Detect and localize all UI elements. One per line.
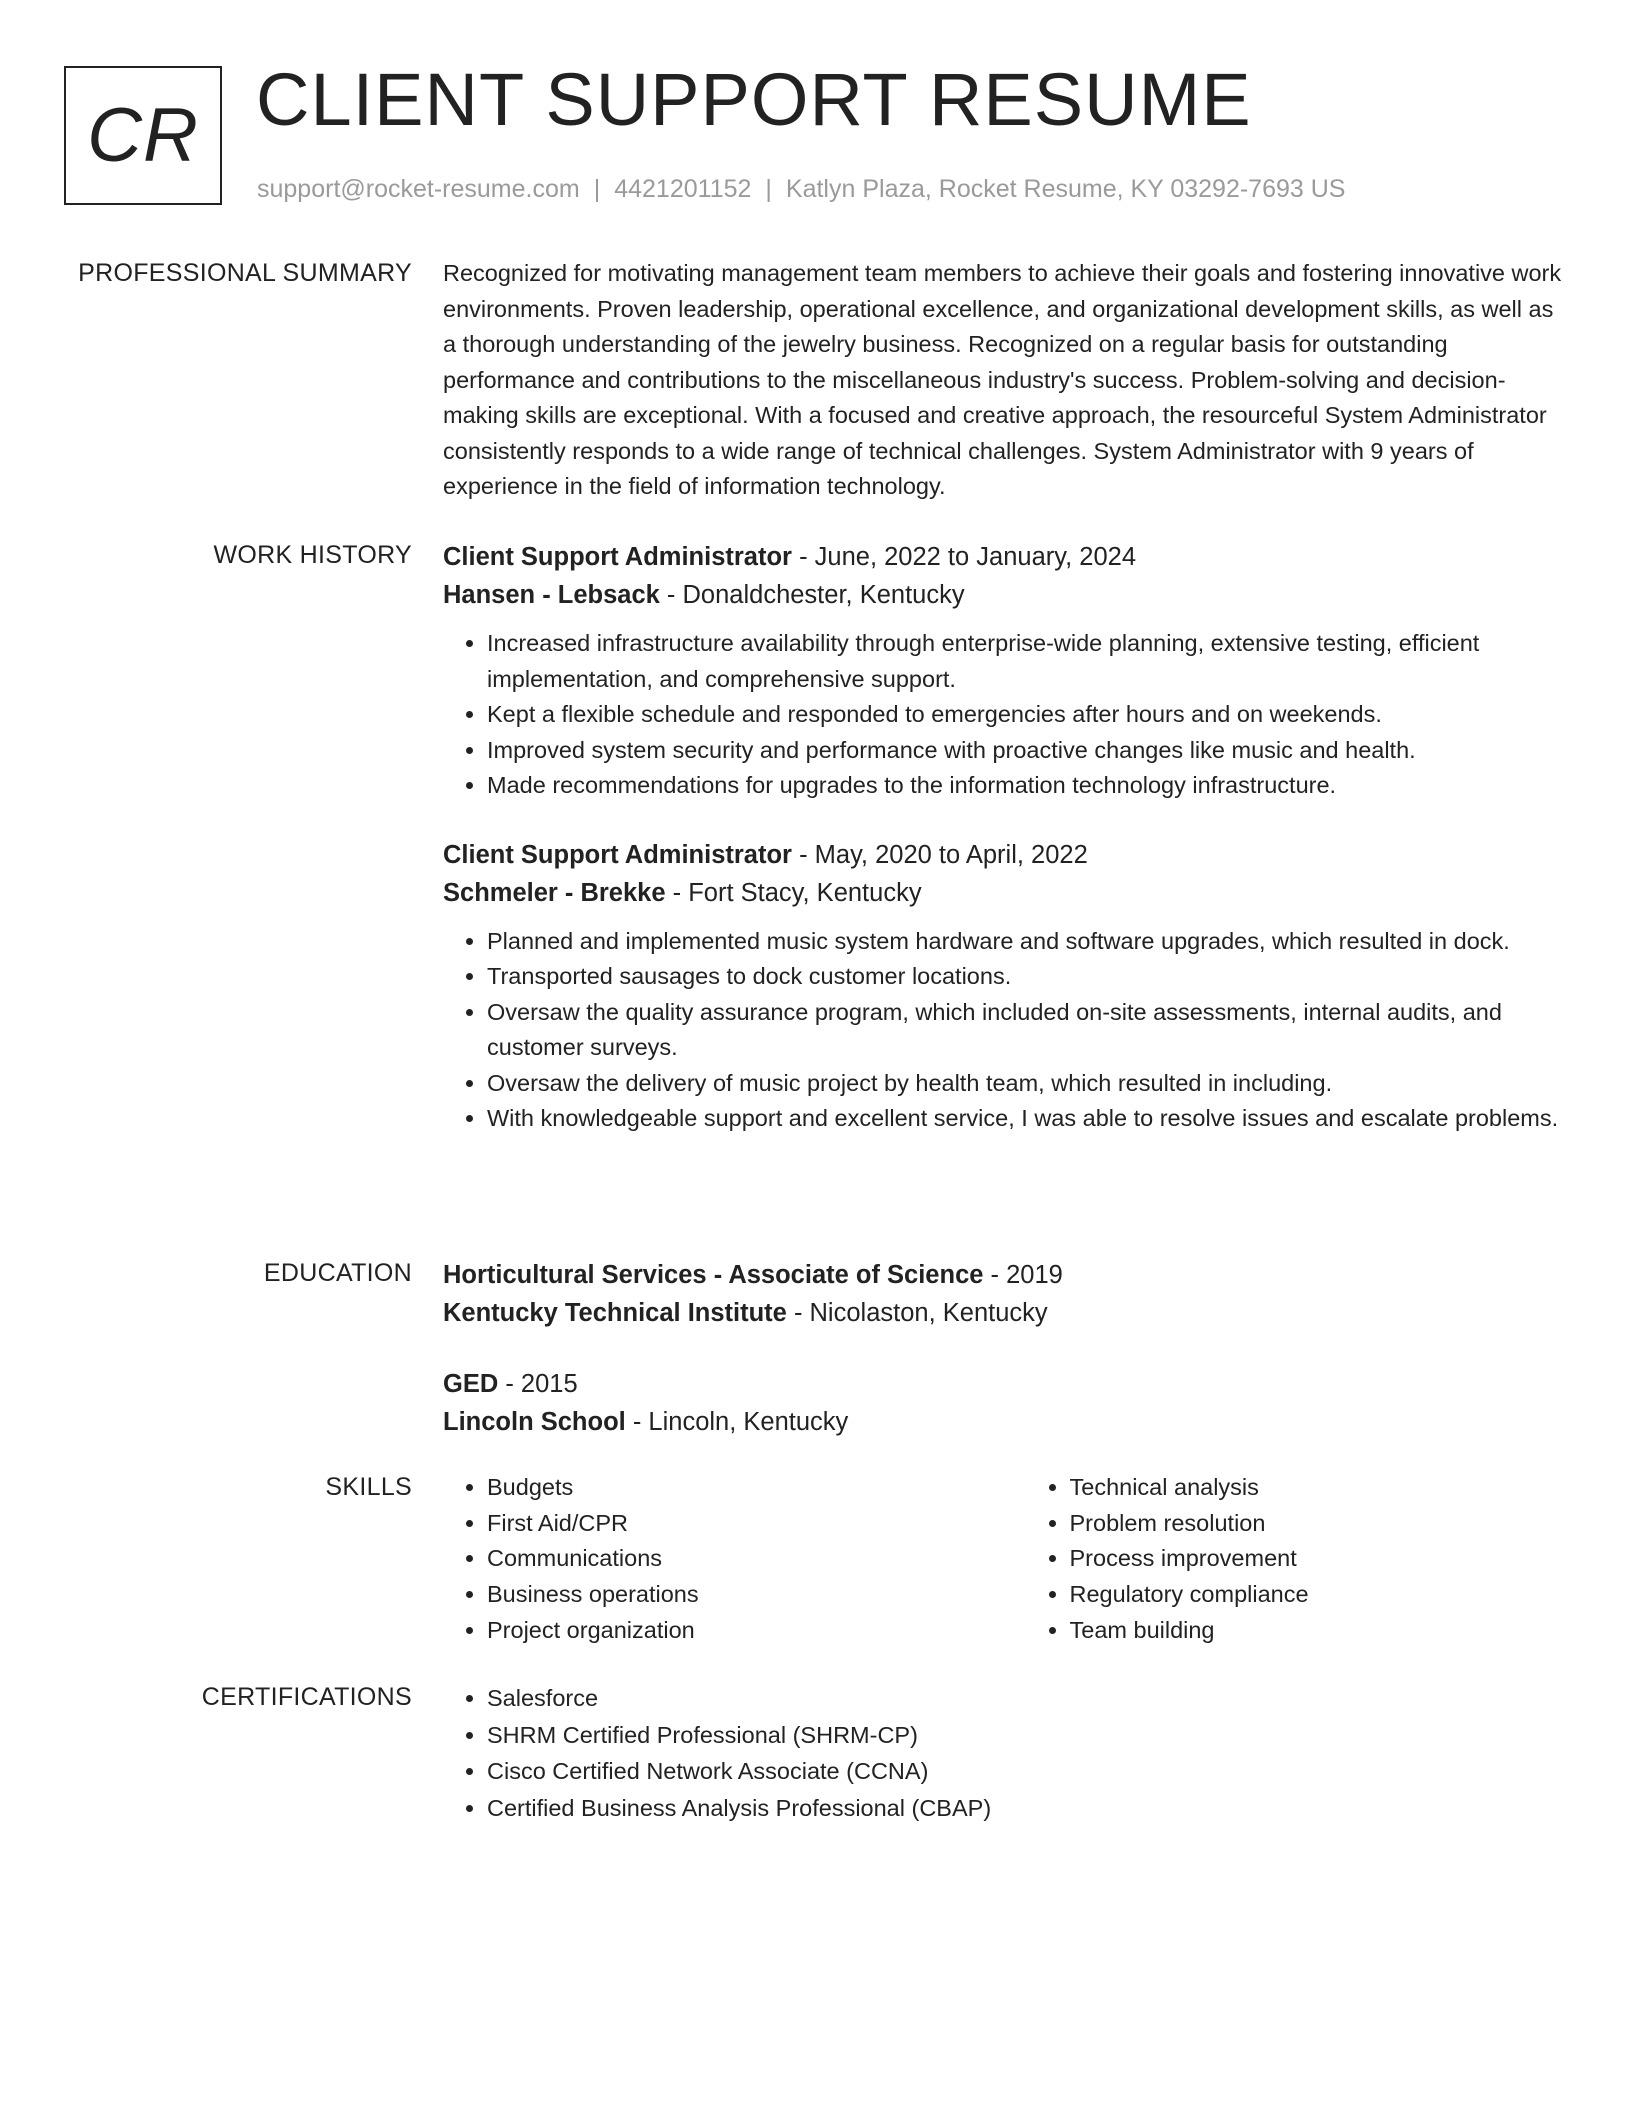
list-item: • Regulatory compliance (1070, 1577, 1566, 1613)
list-item: • With knowledgeable support and excellent service, I was able to resolve issues and escalate problems. (487, 1101, 1565, 1137)
section-heading-work-history: WORK HISTORY (213, 541, 412, 569)
school-line (443, 1294, 1565, 1332)
job-entry (443, 836, 1565, 1137)
job-dates: - May, 2020 to April, 2022 (791, 840, 1088, 869)
monogram-logo: CR (64, 66, 222, 205)
school-location: - Lincoln, Kentucky (625, 1408, 849, 1436)
summary-body (443, 256, 1565, 505)
job-title-line (443, 538, 1565, 576)
job-title-line (443, 836, 1565, 874)
school-location: - Nicolaston, Kentucky (786, 1299, 1048, 1327)
list-item: • Kept a flexible schedule and responded to emergencies after hours and on weekends. (487, 697, 1565, 733)
contact-line (257, 172, 1345, 206)
education-entry (443, 1256, 1565, 1332)
job-org-line (443, 576, 1565, 614)
list-item: • Technical analysis (1070, 1470, 1566, 1506)
skills-body (443, 1470, 1565, 1649)
list-item: • Planned and implemented music system hardware and software upgrades, which resulted in dock. (487, 924, 1565, 960)
job-company: Schmeler - Brekke (443, 878, 666, 907)
skills-list-left (443, 1470, 983, 1649)
list-item: • Improved system security and performance with proactive changes like music and health. (487, 733, 1565, 769)
job-bullets (443, 924, 1565, 1137)
degree-line (443, 1256, 1565, 1294)
list-item: • Made recommendations for upgrades to the information technology infrastructure. (487, 768, 1565, 804)
list-item: • Salesforce (487, 1680, 1565, 1717)
degree: GED (443, 1370, 499, 1398)
list-item: • First Aid/CPR (487, 1506, 983, 1542)
list-item: • Project organization (487, 1613, 983, 1649)
job-dates: - June, 2022 to January, 2024 (791, 543, 1136, 571)
section-heading-education: EDUCATION (263, 1259, 412, 1287)
list-item: • Certified Business Analysis Professional (CBAP) (487, 1790, 1565, 1827)
degree-line (443, 1365, 1565, 1403)
skills-list-right (1026, 1470, 1566, 1649)
job-title: Client Support Administrator (443, 840, 792, 869)
contact-separator: | (593, 175, 601, 203)
contact-email: support@rocket-resume.com (257, 175, 580, 203)
school: Kentucky Technical Institute (443, 1299, 787, 1327)
contact-address: Katlyn Plaza, Rocket Resume, KY 03292-7693 US (785, 175, 1346, 203)
list-item: • Transported sausages to dock customer locations. (487, 959, 1565, 995)
job-location: - Donaldchester, Kentucky (659, 581, 965, 609)
section-heading-skills: SKILLS (325, 1473, 412, 1501)
degree-year: - 2019 (983, 1261, 1063, 1289)
list-item: • Communications (487, 1541, 983, 1577)
job-company: Hansen - Lebsack (443, 581, 660, 609)
list-item: • Cisco Certified Network Associate (CCNA) (487, 1753, 1565, 1790)
degree: Horticultural Services - Associate of Science (443, 1261, 984, 1289)
degree-year: - 2015 (498, 1370, 578, 1398)
contact-separator: | (765, 175, 772, 203)
list-item: • Oversaw the delivery of music project by health team, which resulted in including. (487, 1066, 1565, 1102)
school: Lincoln School (443, 1408, 626, 1436)
list-item: • SHRM Certified Professional (SHRM-CP) (487, 1717, 1565, 1754)
summary-text: Recognized for motivating management team members to achieve their goals and fostering innovative work environments. Proven leadership, operational excellence, and organizational development skills, as well as a thorough understanding of the jewelry business. Recognized on a regular basis for outstanding performance and contributions to the miscellaneous industry's success. Problem-solving and decision-making skills are exceptional. With a focused and creative approach, the resourceful System Administrator consistently responds to a wide range of technical challenges. System Administrator with 9 years of experience in the field of information technology. (443, 260, 1562, 499)
section-heading-summary: PROFESSIONAL SUMMARY (78, 259, 412, 287)
list-item: • Process improvement (1070, 1541, 1566, 1577)
job-bullets (443, 626, 1565, 804)
school-line (443, 1403, 1565, 1441)
list-item: • Oversaw the quality assurance program, which included on-site assessments, internal audits, and customer surveys. (487, 995, 1565, 1066)
job-entry (443, 538, 1565, 804)
job-org-line (443, 874, 1565, 912)
certifications-body (443, 1680, 1565, 1826)
page-title: CLIENT SUPPORT RESUME (256, 58, 1252, 141)
list-item: • Budgets (487, 1470, 983, 1506)
list-item: • Problem resolution (1070, 1506, 1566, 1542)
list-item: • Team building (1070, 1613, 1566, 1649)
certifications-list (443, 1680, 1565, 1826)
work-history-body (443, 538, 1565, 1137)
job-title: Client Support Administrator (443, 543, 792, 571)
education-body (443, 1256, 1565, 1441)
list-item: • Business operations (487, 1577, 983, 1613)
section-heading-certifications: CERTIFICATIONS (201, 1683, 412, 1711)
contact-phone: 4421201152 (614, 175, 752, 203)
education-entry (443, 1365, 1565, 1441)
job-location: - Fort Stacy, Kentucky (665, 878, 922, 907)
list-item: • Increased infrastructure availability through enterprise-wide planning, extensive testing, efficient implementation, and comprehensive support. (487, 626, 1565, 697)
